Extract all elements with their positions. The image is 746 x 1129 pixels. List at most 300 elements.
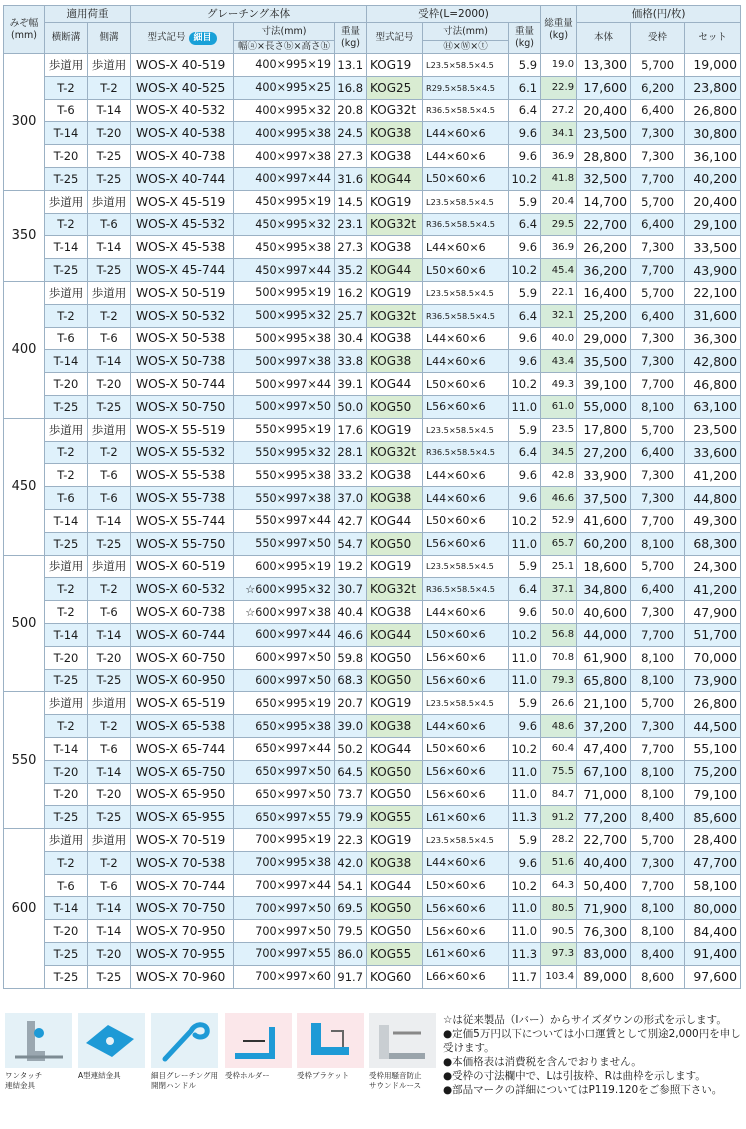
frame-model: KOG32t	[367, 213, 423, 236]
frame-dimension: L50×60×6	[423, 737, 509, 760]
total-weight: 19.0	[541, 54, 577, 77]
table-row	[4, 327, 741, 350]
price-set: 55,100	[685, 737, 741, 760]
price-set: 75,200	[685, 760, 741, 783]
load-side: T-14	[88, 623, 131, 646]
dimension: 650×995×38	[234, 715, 335, 738]
load-side: 歩道用	[88, 190, 131, 213]
price-body: 26,200	[577, 236, 631, 259]
dimension: 550×995×32	[234, 441, 335, 464]
frame-dimension: L56×60×6	[423, 897, 509, 920]
frame-weight: 10.2	[509, 874, 541, 897]
total-weight: 22.9	[541, 76, 577, 99]
load-cross: T-2	[45, 851, 88, 874]
price-body: 35,500	[577, 350, 631, 373]
price-set: 33,500	[685, 236, 741, 259]
frame-dimension: L50×60×6	[423, 259, 509, 282]
frame-dimension: L61×60×6	[423, 943, 509, 966]
weight: 20.8	[335, 99, 367, 122]
frame-dimension: L56×60×6	[423, 669, 509, 692]
frame-dimension: L44×60×6	[423, 851, 509, 874]
frame-dimension: L44×60×6	[423, 145, 509, 168]
table-row	[4, 122, 741, 145]
frame-weight: 6.4	[509, 578, 541, 601]
price-set: 36,300	[685, 327, 741, 350]
model-code: WOS-X 70-744	[131, 874, 234, 897]
frame-dimension: L44×60×6	[423, 122, 509, 145]
frame-weight: 11.7	[509, 965, 541, 988]
groove-width: 300	[4, 54, 45, 191]
price-body: 40,400	[577, 851, 631, 874]
load-cross: T-20	[45, 373, 88, 396]
load-cross: T-6	[45, 874, 88, 897]
table-row	[4, 715, 741, 738]
price-body: 21,100	[577, 692, 631, 715]
total-weight: 60.4	[541, 737, 577, 760]
dimension: 600×995×19	[234, 555, 335, 578]
load-side: T-20	[88, 943, 131, 966]
frame-dimension: L56×60×6	[423, 646, 509, 669]
opening-handle-icon	[151, 1013, 218, 1068]
price-set: 58,100	[685, 874, 741, 897]
price-frame: 7,300	[631, 145, 685, 168]
load-cross: T-25	[45, 395, 88, 418]
load-side: T-2	[88, 578, 131, 601]
frame-model: KOG44	[367, 167, 423, 190]
total-weight: 45.4	[541, 259, 577, 282]
dimension: 450×995×32	[234, 213, 335, 236]
dimension: 400×997×38	[234, 145, 335, 168]
total-weight: 84.7	[541, 783, 577, 806]
price-frame: 7,300	[631, 464, 685, 487]
weight: 79.5	[335, 920, 367, 943]
price-frame: 8,100	[631, 897, 685, 920]
model-code: WOS-X 60-750	[131, 646, 234, 669]
frame-dimension: L23.5×58.5×4.5	[423, 54, 509, 77]
load-side: T-14	[88, 236, 131, 259]
frame-model: KOG32t	[367, 99, 423, 122]
price-frame: 8,100	[631, 760, 685, 783]
weight: 39.1	[335, 373, 367, 396]
table-row	[4, 54, 741, 77]
frame-weight: 9.6	[509, 327, 541, 350]
price-body: 17,600	[577, 76, 631, 99]
dimension: 400×995×38	[234, 122, 335, 145]
price-set: 68,300	[685, 532, 741, 555]
model-code: WOS-X 65-750	[131, 760, 234, 783]
load-side: T-2	[88, 851, 131, 874]
frame-weight: 11.0	[509, 532, 541, 555]
table-row	[4, 487, 741, 510]
total-weight: 41.8	[541, 167, 577, 190]
table-row	[4, 213, 741, 236]
dimension: ☆600×995×32	[234, 578, 335, 601]
frame-dimension: L50×60×6	[423, 509, 509, 532]
model-code: WOS-X 65-955	[131, 806, 234, 829]
frame-model: KOG25	[367, 76, 423, 99]
model-code: WOS-X 55-532	[131, 441, 234, 464]
frame-dimension: L44×60×6	[423, 715, 509, 738]
table-row	[4, 669, 741, 692]
groove-width: 350	[4, 190, 45, 281]
table-row	[4, 167, 741, 190]
load-side: T-14	[88, 509, 131, 532]
dimension: 700×997×50	[234, 920, 335, 943]
frame-model: KOG38	[367, 464, 423, 487]
frame-dimension: L44×60×6	[423, 236, 509, 259]
frame-dimension: R36.5×58.5×4.5	[423, 441, 509, 464]
part-caption: 細目グレーチング用 開閉ハンドル	[151, 1071, 218, 1090]
price-body: 13,300	[577, 54, 631, 77]
model-code: WOS-X 70-519	[131, 829, 234, 852]
load-cross: T-20	[45, 783, 88, 806]
table-row	[4, 646, 741, 669]
price-body: 32,500	[577, 167, 631, 190]
price-set: 24,300	[685, 555, 741, 578]
load-cross: 歩道用	[45, 692, 88, 715]
total-weight: 34.5	[541, 441, 577, 464]
header-model	[131, 23, 234, 54]
header-model-label: 型式記号	[147, 31, 186, 43]
frame-model: KOG32t	[367, 304, 423, 327]
load-side: T-6	[88, 464, 131, 487]
groove-width: 600	[4, 829, 45, 989]
load-side: 歩道用	[88, 281, 131, 304]
load-cross: T-2	[45, 441, 88, 464]
dimension: 650×997×50	[234, 783, 335, 806]
model-code: WOS-X 70-950	[131, 920, 234, 943]
model-code: WOS-X 70-538	[131, 851, 234, 874]
price-frame: 6,400	[631, 99, 685, 122]
model-code: WOS-X 70-960	[131, 965, 234, 988]
price-set: 70,000	[685, 646, 741, 669]
weight: 46.6	[335, 623, 367, 646]
price-frame: 7,700	[631, 373, 685, 396]
frame-dimension: L50×60×6	[423, 373, 509, 396]
model-code: WOS-X 50-738	[131, 350, 234, 373]
price-set: 26,800	[685, 692, 741, 715]
dimension: 450×995×19	[234, 190, 335, 213]
frame-model: KOG44	[367, 509, 423, 532]
price-body: 89,000	[577, 965, 631, 988]
frame-dimension: L23.5×58.5×4.5	[423, 190, 509, 213]
load-side: T-25	[88, 806, 131, 829]
weight: 31.6	[335, 167, 367, 190]
weight: 33.2	[335, 464, 367, 487]
frame-bracket-icon	[297, 1013, 364, 1068]
dimension: 400×995×32	[234, 99, 335, 122]
header-frame-weight: 重量 (kg)	[509, 23, 541, 54]
dimension: 550×997×38	[234, 487, 335, 510]
table-row	[4, 806, 741, 829]
frame-weight: 5.9	[509, 555, 541, 578]
load-cross: 歩道用	[45, 418, 88, 441]
total-weight: 52.9	[541, 509, 577, 532]
price-set: 49,300	[685, 509, 741, 532]
weight: 64.5	[335, 760, 367, 783]
weight: 25.7	[335, 304, 367, 327]
dimension: 450×995×38	[234, 236, 335, 259]
frame-dimension: L23.5×58.5×4.5	[423, 418, 509, 441]
load-side: T-6	[88, 327, 131, 350]
table-row	[4, 783, 741, 806]
price-set: 19,000	[685, 54, 741, 77]
price-body: 44,000	[577, 623, 631, 646]
weight: 33.8	[335, 350, 367, 373]
price-body: 22,700	[577, 213, 631, 236]
dimension: 650×995×19	[234, 692, 335, 715]
table-row	[4, 441, 741, 464]
total-weight: 80.5	[541, 897, 577, 920]
weight: 54.7	[335, 532, 367, 555]
load-side: T-6	[88, 737, 131, 760]
load-cross: T-14	[45, 623, 88, 646]
load-side: T-6	[88, 601, 131, 624]
frame-weight: 9.6	[509, 851, 541, 874]
note-line: ●受枠の寸法欄中で、Lは引抜枠、Rは曲枠を示します。	[443, 1070, 706, 1082]
table-row	[4, 692, 741, 715]
load-side: T-25	[88, 965, 131, 988]
frame-weight: 9.6	[509, 145, 541, 168]
load-side: T-20	[88, 373, 131, 396]
load-cross: T-25	[45, 167, 88, 190]
load-side: T-14	[88, 350, 131, 373]
part-caption: A型連結金具	[78, 1071, 121, 1080]
model-code: WOS-X 40-525	[131, 76, 234, 99]
weight: 27.3	[335, 145, 367, 168]
load-cross: T-6	[45, 487, 88, 510]
load-cross: 歩道用	[45, 555, 88, 578]
load-side: T-20	[88, 646, 131, 669]
weight: 13.1	[335, 54, 367, 77]
frame-dimension: R36.5×58.5×4.5	[423, 99, 509, 122]
price-frame: 7,700	[631, 509, 685, 532]
dimension: 550×997×50	[234, 532, 335, 555]
price-body: 39,100	[577, 373, 631, 396]
price-frame: 6,400	[631, 441, 685, 464]
price-frame: 5,700	[631, 555, 685, 578]
load-cross: T-25	[45, 806, 88, 829]
load-side: T-20	[88, 783, 131, 806]
part-caption: 受枠ホルダー	[225, 1071, 270, 1080]
weight: 17.6	[335, 418, 367, 441]
frame-dimension: L56×60×6	[423, 920, 509, 943]
dimension: 500×997×38	[234, 350, 335, 373]
price-set: 44,500	[685, 715, 741, 738]
price-frame: 7,300	[631, 327, 685, 350]
frame-model: KOG50	[367, 920, 423, 943]
total-weight: 25.1	[541, 555, 577, 578]
frame-weight: 9.6	[509, 464, 541, 487]
price-body: 25,200	[577, 304, 631, 327]
price-body: 83,000	[577, 943, 631, 966]
price-frame: 5,700	[631, 829, 685, 852]
frame-model: KOG44	[367, 737, 423, 760]
total-weight: 20.4	[541, 190, 577, 213]
price-body: 23,500	[577, 122, 631, 145]
table-row	[4, 350, 741, 373]
load-side: T-25	[88, 669, 131, 692]
table-row	[4, 281, 741, 304]
frame-model: KOG32t	[367, 578, 423, 601]
total-weight: 65.7	[541, 532, 577, 555]
frame-model: KOG38	[367, 601, 423, 624]
price-frame: 7,300	[631, 236, 685, 259]
frame-model: KOG19	[367, 692, 423, 715]
price-frame: 7,700	[631, 623, 685, 646]
price-frame: 6,400	[631, 578, 685, 601]
part-caption: 受枠ブラケット	[297, 1071, 350, 1080]
total-weight: 103.4	[541, 965, 577, 988]
total-weight: 22.1	[541, 281, 577, 304]
load-cross: T-2	[45, 76, 88, 99]
frame-weight: 6.4	[509, 304, 541, 327]
header-frame-model: 型式記号	[367, 23, 423, 54]
table-row	[4, 304, 741, 327]
table-row	[4, 760, 741, 783]
frame-model: KOG50	[367, 897, 423, 920]
load-cross: T-6	[45, 327, 88, 350]
frame-dimension: L61×60×6	[423, 806, 509, 829]
part-caption: 受枠用騒音防止 サウンドルース	[369, 1071, 422, 1090]
load-cross: T-20	[45, 760, 88, 783]
note-line: ●本価格表は消費税を含んでおりません。	[443, 1056, 642, 1068]
part-item	[151, 1013, 218, 1091]
dimension: 500×997×44	[234, 373, 335, 396]
load-cross: T-2	[45, 715, 88, 738]
price-set: 41,200	[685, 578, 741, 601]
price-frame: 7,700	[631, 874, 685, 897]
frame-weight: 9.6	[509, 487, 541, 510]
load-cross: T-2	[45, 304, 88, 327]
weight: 73.7	[335, 783, 367, 806]
model-code: WOS-X 45-532	[131, 213, 234, 236]
model-code: WOS-X 40-532	[131, 99, 234, 122]
dimension: 600×997×50	[234, 669, 335, 692]
header-grating-group: グレーチング本体	[131, 6, 367, 23]
header-load-side: 側溝	[88, 23, 131, 54]
model-code: WOS-X 50-750	[131, 395, 234, 418]
price-set: 80,000	[685, 897, 741, 920]
price-body: 47,400	[577, 737, 631, 760]
load-side: T-14	[88, 897, 131, 920]
price-set: 40,200	[685, 167, 741, 190]
model-code: WOS-X 55-519	[131, 418, 234, 441]
load-side: 歩道用	[88, 829, 131, 852]
total-weight: 79.3	[541, 669, 577, 692]
price-body: 16,400	[577, 281, 631, 304]
model-code: WOS-X 65-519	[131, 692, 234, 715]
price-set: 23,800	[685, 76, 741, 99]
frame-weight: 9.6	[509, 122, 541, 145]
dimension: 600×997×50	[234, 646, 335, 669]
header-dimension-sub: 幅ⓐ×長さⓑ×高さⓗ	[234, 41, 335, 54]
model-code: WOS-X 60-532	[131, 578, 234, 601]
table-row	[4, 555, 741, 578]
dimension: 550×995×38	[234, 464, 335, 487]
price-body: 71,900	[577, 897, 631, 920]
frame-dimension: L66×60×6	[423, 965, 509, 988]
price-body: 65,800	[577, 669, 631, 692]
frame-model: KOG38	[367, 122, 423, 145]
weight: 22.3	[335, 829, 367, 852]
total-weight: 56.8	[541, 623, 577, 646]
load-cross: T-2	[45, 601, 88, 624]
frame-dimension: L23.5×58.5×4.5	[423, 281, 509, 304]
total-weight: 48.6	[541, 715, 577, 738]
price-set: 91,400	[685, 943, 741, 966]
price-frame: 5,700	[631, 418, 685, 441]
table-row	[4, 464, 741, 487]
frame-weight: 10.2	[509, 373, 541, 396]
price-frame: 8,400	[631, 806, 685, 829]
frame-model: KOG50	[367, 532, 423, 555]
price-frame: 5,700	[631, 281, 685, 304]
frame-weight: 11.0	[509, 920, 541, 943]
load-side: T-2	[88, 76, 131, 99]
price-set: 44,800	[685, 487, 741, 510]
load-side: T-6	[88, 487, 131, 510]
price-frame: 5,700	[631, 190, 685, 213]
frame-weight: 5.9	[509, 54, 541, 77]
frame-model: KOG55	[367, 943, 423, 966]
load-cross: T-14	[45, 509, 88, 532]
frame-model: KOG60	[367, 965, 423, 988]
dimension: 400×997×44	[234, 167, 335, 190]
table-row	[4, 190, 741, 213]
total-weight: 42.8	[541, 464, 577, 487]
price-body: 14,700	[577, 190, 631, 213]
table-row	[4, 145, 741, 168]
weight: 19.2	[335, 555, 367, 578]
total-weight: 75.5	[541, 760, 577, 783]
total-weight: 23.5	[541, 418, 577, 441]
frame-model: KOG50	[367, 646, 423, 669]
model-code: WOS-X 60-738	[131, 601, 234, 624]
header-frame-dimension-sub: Ⓗ×Ⓦ×ⓣ	[423, 41, 509, 54]
price-set: 29,100	[685, 213, 741, 236]
table-row	[4, 965, 741, 988]
frame-dimension: R36.5×58.5×4.5	[423, 213, 509, 236]
parts-legend	[5, 1013, 435, 1103]
weight: 20.7	[335, 692, 367, 715]
dimension: 450×997×44	[234, 259, 335, 282]
model-code: WOS-X 40-538	[131, 122, 234, 145]
price-body: 67,100	[577, 760, 631, 783]
frame-dimension: L23.5×58.5×4.5	[423, 829, 509, 852]
weight: 42.0	[335, 851, 367, 874]
frame-dimension: L56×60×6	[423, 760, 509, 783]
load-cross: T-14	[45, 350, 88, 373]
total-weight: 43.4	[541, 350, 577, 373]
table-row	[4, 829, 741, 852]
load-cross: T-25	[45, 259, 88, 282]
frame-weight: 11.0	[509, 646, 541, 669]
table-row	[4, 601, 741, 624]
price-body: 22,700	[577, 829, 631, 852]
total-weight: 36.9	[541, 145, 577, 168]
price-body: 34,800	[577, 578, 631, 601]
weight: 68.3	[335, 669, 367, 692]
total-weight: 49.3	[541, 373, 577, 396]
load-side: 歩道用	[88, 418, 131, 441]
total-weight: 91.2	[541, 806, 577, 829]
frame-weight: 10.2	[509, 509, 541, 532]
price-body: 40,600	[577, 601, 631, 624]
model-code: WOS-X 60-950	[131, 669, 234, 692]
weight: 42.7	[335, 509, 367, 532]
price-frame: 7,700	[631, 167, 685, 190]
